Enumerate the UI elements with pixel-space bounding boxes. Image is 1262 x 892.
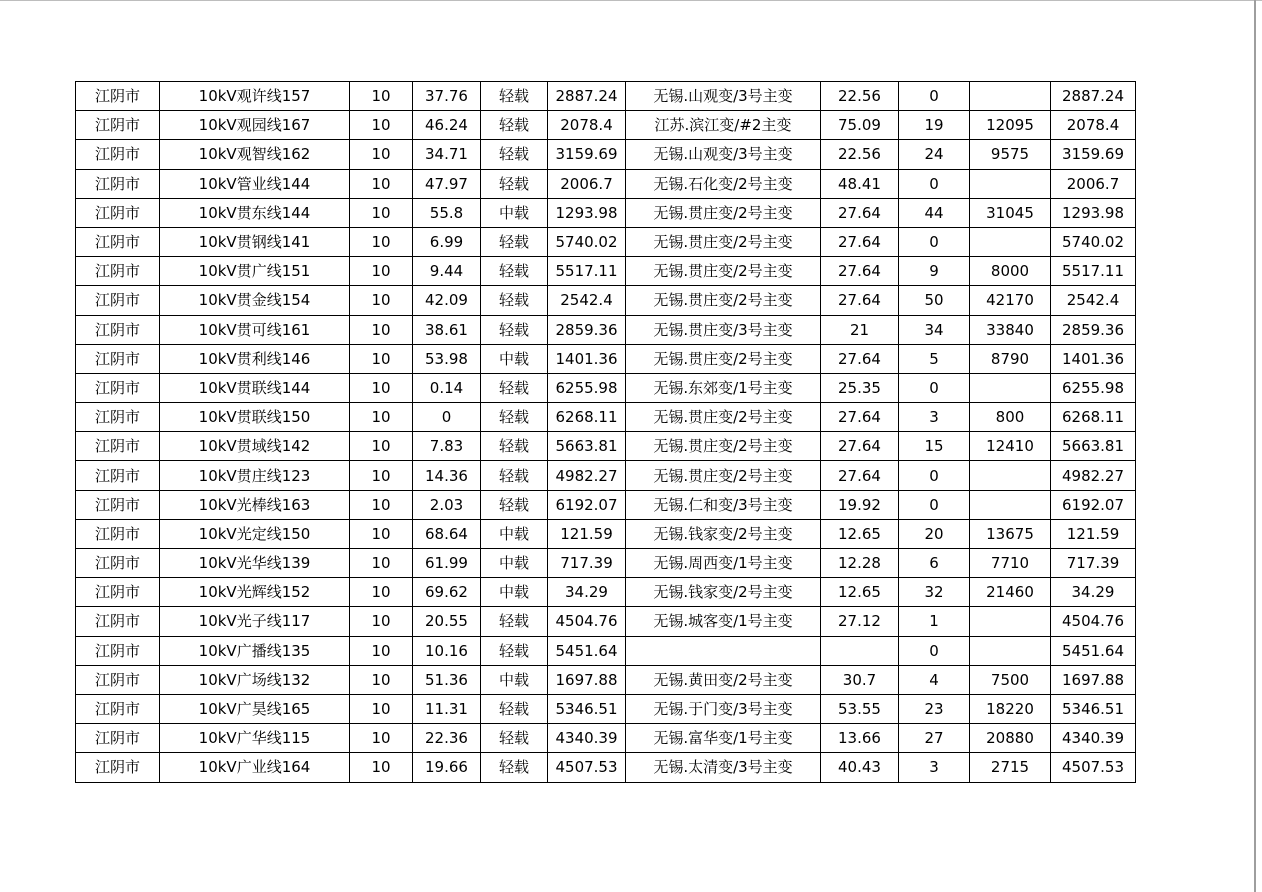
available-capacity-cell: 5517.11 — [1051, 257, 1136, 286]
city-cell: 江阴市 — [76, 724, 160, 753]
spare-capacity-cell: 1697.88 — [548, 665, 626, 694]
load-status-cell: 轻载 — [481, 490, 548, 519]
load-rate-cell: 19.66 — [413, 753, 481, 782]
table-row — [76, 140, 1136, 169]
capacity-kva-cell — [970, 373, 1051, 402]
transformer-load-rate-cell: 27.64 — [821, 198, 899, 227]
spare-capacity-cell: 3159.69 — [548, 140, 626, 169]
transformer-load-rate-cell — [821, 636, 899, 665]
table-row — [76, 724, 1136, 753]
user-count-cell: 3 — [899, 753, 970, 782]
capacity-kva-cell: 33840 — [970, 315, 1051, 344]
transformer-load-rate-cell: 22.56 — [821, 82, 899, 111]
capacity-kva-cell: 42170 — [970, 286, 1051, 315]
spare-capacity-cell: 1293.98 — [548, 198, 626, 227]
transformer-load-rate-cell: 27.64 — [821, 432, 899, 461]
voltage-cell: 10 — [350, 111, 413, 140]
available-capacity-cell: 5451.64 — [1051, 636, 1136, 665]
substation-transformer-cell: 无锡.贯庄变/2号主变 — [626, 286, 821, 315]
transformer-load-rate-cell: 53.55 — [821, 694, 899, 723]
table-row — [76, 111, 1136, 140]
transformer-load-rate-cell: 21 — [821, 315, 899, 344]
load-rate-cell: 46.24 — [413, 111, 481, 140]
user-count-cell: 5 — [899, 344, 970, 373]
available-capacity-cell: 717.39 — [1051, 549, 1136, 578]
substation-transformer-cell: 无锡.贯庄变/2号主变 — [626, 461, 821, 490]
table-row — [76, 636, 1136, 665]
available-capacity-cell: 5663.81 — [1051, 432, 1136, 461]
spare-capacity-cell: 5740.02 — [548, 227, 626, 256]
load-rate-cell: 55.8 — [413, 198, 481, 227]
transformer-load-rate-cell: 27.64 — [821, 286, 899, 315]
table-row — [76, 373, 1136, 402]
load-rate-cell: 38.61 — [413, 315, 481, 344]
transformer-load-rate-cell: 19.92 — [821, 490, 899, 519]
feeder-name-cell: 10kV光子线117 — [160, 607, 350, 636]
transformer-load-rate-cell: 27.64 — [821, 461, 899, 490]
city-cell: 江阴市 — [76, 636, 160, 665]
voltage-cell: 10 — [350, 286, 413, 315]
available-capacity-cell: 4982.27 — [1051, 461, 1136, 490]
feeder-name-cell: 10kV贯东线144 — [160, 198, 350, 227]
feeder-name-cell: 10kV贯联线144 — [160, 373, 350, 402]
transformer-load-rate-cell: 27.64 — [821, 257, 899, 286]
table-row — [76, 519, 1136, 548]
load-rate-cell: 69.62 — [413, 578, 481, 607]
load-status-cell: 中载 — [481, 549, 548, 578]
voltage-cell: 10 — [350, 549, 413, 578]
feeder-load-table — [75, 81, 1136, 783]
load-status-cell: 轻载 — [481, 315, 548, 344]
load-status-cell: 轻载 — [481, 82, 548, 111]
feeder-name-cell: 10kV贯广线151 — [160, 257, 350, 286]
feeder-name-cell: 10kV光棒线163 — [160, 490, 350, 519]
voltage-cell: 10 — [350, 724, 413, 753]
substation-transformer-cell: 无锡.贯庄变/3号主变 — [626, 315, 821, 344]
load-rate-cell: 47.97 — [413, 169, 481, 198]
voltage-cell: 10 — [350, 578, 413, 607]
spare-capacity-cell: 6268.11 — [548, 403, 626, 432]
voltage-cell: 10 — [350, 227, 413, 256]
substation-transformer-cell: 无锡.贯庄变/2号主变 — [626, 432, 821, 461]
load-status-cell: 轻载 — [481, 286, 548, 315]
spare-capacity-cell: 121.59 — [548, 519, 626, 548]
available-capacity-cell: 34.29 — [1051, 578, 1136, 607]
user-count-cell: 0 — [899, 169, 970, 198]
voltage-cell: 10 — [350, 665, 413, 694]
city-cell: 江阴市 — [76, 490, 160, 519]
load-rate-cell: 9.44 — [413, 257, 481, 286]
table-row — [76, 344, 1136, 373]
substation-transformer-cell: 无锡.贯庄变/2号主变 — [626, 227, 821, 256]
city-cell: 江阴市 — [76, 694, 160, 723]
city-cell: 江阴市 — [76, 607, 160, 636]
load-status-cell: 轻载 — [481, 257, 548, 286]
table-row — [76, 665, 1136, 694]
table-row — [76, 432, 1136, 461]
transformer-load-rate-cell: 13.66 — [821, 724, 899, 753]
substation-transformer-cell: 江苏.滨江变/#2主变 — [626, 111, 821, 140]
substation-transformer-cell: 无锡.富华变/1号主变 — [626, 724, 821, 753]
transformer-load-rate-cell: 27.64 — [821, 227, 899, 256]
load-status-cell: 中载 — [481, 578, 548, 607]
spare-capacity-cell: 2078.4 — [548, 111, 626, 140]
city-cell: 江阴市 — [76, 344, 160, 373]
load-rate-cell: 53.98 — [413, 344, 481, 373]
table-row — [76, 490, 1136, 519]
table-row — [76, 403, 1136, 432]
load-rate-cell: 42.09 — [413, 286, 481, 315]
feeder-name-cell: 10kV光华线139 — [160, 549, 350, 578]
capacity-kva-cell — [970, 490, 1051, 519]
spare-capacity-cell: 4340.39 — [548, 724, 626, 753]
load-rate-cell: 34.71 — [413, 140, 481, 169]
voltage-cell: 10 — [350, 403, 413, 432]
feeder-name-cell: 10kV贯庄线123 — [160, 461, 350, 490]
load-rate-cell: 14.36 — [413, 461, 481, 490]
feeder-name-cell: 10kV贯联线150 — [160, 403, 350, 432]
substation-transformer-cell: 无锡.于门变/3号主变 — [626, 694, 821, 723]
substation-transformer-cell: 无锡.山观变/3号主变 — [626, 140, 821, 169]
load-status-cell: 轻载 — [481, 694, 548, 723]
feeder-name-cell: 10kV广业线164 — [160, 753, 350, 782]
capacity-kva-cell — [970, 636, 1051, 665]
user-count-cell: 0 — [899, 82, 970, 111]
user-count-cell: 0 — [899, 461, 970, 490]
user-count-cell: 4 — [899, 665, 970, 694]
available-capacity-cell: 4340.39 — [1051, 724, 1136, 753]
load-status-cell: 轻载 — [481, 373, 548, 402]
voltage-cell: 10 — [350, 519, 413, 548]
load-rate-cell: 2.03 — [413, 490, 481, 519]
capacity-kva-cell: 8790 — [970, 344, 1051, 373]
table-row — [76, 286, 1136, 315]
load-status-cell: 中载 — [481, 665, 548, 694]
available-capacity-cell: 4507.53 — [1051, 753, 1136, 782]
voltage-cell: 10 — [350, 432, 413, 461]
user-count-cell: 0 — [899, 373, 970, 402]
capacity-kva-cell — [970, 169, 1051, 198]
table-row — [76, 607, 1136, 636]
feeder-name-cell: 10kV管业线144 — [160, 169, 350, 198]
page-right-border — [1254, 0, 1256, 892]
feeder-name-cell: 10kV贯域线142 — [160, 432, 350, 461]
page-top-border — [0, 0, 1262, 1]
transformer-load-rate-cell: 12.65 — [821, 578, 899, 607]
feeder-name-cell: 10kV光定线150 — [160, 519, 350, 548]
available-capacity-cell: 1401.36 — [1051, 344, 1136, 373]
table-row — [76, 694, 1136, 723]
city-cell: 江阴市 — [76, 373, 160, 402]
load-status-cell: 轻载 — [481, 140, 548, 169]
spare-capacity-cell: 1401.36 — [548, 344, 626, 373]
load-rate-cell: 0.14 — [413, 373, 481, 402]
city-cell: 江阴市 — [76, 461, 160, 490]
load-status-cell: 中载 — [481, 198, 548, 227]
voltage-cell: 10 — [350, 607, 413, 636]
available-capacity-cell: 2006.7 — [1051, 169, 1136, 198]
substation-transformer-cell: 无锡.太清变/3号主变 — [626, 753, 821, 782]
feeder-name-cell: 10kV贯利线146 — [160, 344, 350, 373]
table-row — [76, 578, 1136, 607]
load-status-cell: 轻载 — [481, 111, 548, 140]
load-status-cell: 轻载 — [481, 753, 548, 782]
voltage-cell: 10 — [350, 344, 413, 373]
table-row — [76, 257, 1136, 286]
voltage-cell: 10 — [350, 169, 413, 198]
available-capacity-cell: 1697.88 — [1051, 665, 1136, 694]
user-count-cell: 23 — [899, 694, 970, 723]
spare-capacity-cell: 4507.53 — [548, 753, 626, 782]
table-row — [76, 227, 1136, 256]
capacity-kva-cell: 12410 — [970, 432, 1051, 461]
feeder-name-cell: 10kV广华线115 — [160, 724, 350, 753]
voltage-cell: 10 — [350, 490, 413, 519]
spare-capacity-cell: 5663.81 — [548, 432, 626, 461]
city-cell: 江阴市 — [76, 286, 160, 315]
spare-capacity-cell: 717.39 — [548, 549, 626, 578]
voltage-cell: 10 — [350, 636, 413, 665]
user-count-cell: 0 — [899, 636, 970, 665]
available-capacity-cell: 6268.11 — [1051, 403, 1136, 432]
load-status-cell: 轻载 — [481, 461, 548, 490]
city-cell: 江阴市 — [76, 549, 160, 578]
load-rate-cell: 10.16 — [413, 636, 481, 665]
city-cell: 江阴市 — [76, 519, 160, 548]
user-count-cell: 44 — [899, 198, 970, 227]
spare-capacity-cell: 4982.27 — [548, 461, 626, 490]
load-rate-cell: 0 — [413, 403, 481, 432]
user-count-cell: 1 — [899, 607, 970, 636]
load-rate-cell: 20.55 — [413, 607, 481, 636]
load-status-cell: 轻载 — [481, 724, 548, 753]
capacity-kva-cell: 7500 — [970, 665, 1051, 694]
capacity-kva-cell: 31045 — [970, 198, 1051, 227]
substation-transformer-cell: 无锡.石化变/2号主变 — [626, 169, 821, 198]
load-status-cell: 轻载 — [481, 636, 548, 665]
substation-transformer-cell: 无锡.钱家变/2号主变 — [626, 519, 821, 548]
load-rate-cell: 51.36 — [413, 665, 481, 694]
substation-transformer-cell: 无锡.周西变/1号主变 — [626, 549, 821, 578]
substation-transformer-cell: 无锡.城客变/1号主变 — [626, 607, 821, 636]
load-rate-cell: 68.64 — [413, 519, 481, 548]
load-rate-cell: 11.31 — [413, 694, 481, 723]
available-capacity-cell: 6255.98 — [1051, 373, 1136, 402]
feeder-name-cell: 10kV贯可线161 — [160, 315, 350, 344]
city-cell: 江阴市 — [76, 432, 160, 461]
voltage-cell: 10 — [350, 198, 413, 227]
available-capacity-cell: 2887.24 — [1051, 82, 1136, 111]
transformer-load-rate-cell: 75.09 — [821, 111, 899, 140]
table-row — [76, 169, 1136, 198]
table-row — [76, 461, 1136, 490]
user-count-cell: 15 — [899, 432, 970, 461]
city-cell: 江阴市 — [76, 753, 160, 782]
spare-capacity-cell: 4504.76 — [548, 607, 626, 636]
city-cell: 江阴市 — [76, 169, 160, 198]
capacity-kva-cell: 20880 — [970, 724, 1051, 753]
feeder-name-cell: 10kV贯金线154 — [160, 286, 350, 315]
user-count-cell: 24 — [899, 140, 970, 169]
substation-transformer-cell: 无锡.贯庄变/2号主变 — [626, 257, 821, 286]
load-status-cell: 轻载 — [481, 432, 548, 461]
available-capacity-cell: 2542.4 — [1051, 286, 1136, 315]
spare-capacity-cell: 2887.24 — [548, 82, 626, 111]
feeder-name-cell: 10kV贯钢线141 — [160, 227, 350, 256]
load-status-cell: 轻载 — [481, 227, 548, 256]
load-status-cell: 轻载 — [481, 169, 548, 198]
user-count-cell: 0 — [899, 490, 970, 519]
city-cell: 江阴市 — [76, 578, 160, 607]
user-count-cell: 20 — [899, 519, 970, 548]
load-status-cell: 中载 — [481, 519, 548, 548]
substation-transformer-cell: 无锡.黄田变/2号主变 — [626, 665, 821, 694]
capacity-kva-cell — [970, 82, 1051, 111]
user-count-cell: 19 — [899, 111, 970, 140]
available-capacity-cell: 2859.36 — [1051, 315, 1136, 344]
available-capacity-cell: 1293.98 — [1051, 198, 1136, 227]
capacity-kva-cell — [970, 461, 1051, 490]
capacity-kva-cell: 7710 — [970, 549, 1051, 578]
available-capacity-cell: 2078.4 — [1051, 111, 1136, 140]
spare-capacity-cell: 5451.64 — [548, 636, 626, 665]
city-cell: 江阴市 — [76, 403, 160, 432]
capacity-kva-cell: 21460 — [970, 578, 1051, 607]
city-cell: 江阴市 — [76, 315, 160, 344]
available-capacity-cell: 4504.76 — [1051, 607, 1136, 636]
capacity-kva-cell: 18220 — [970, 694, 1051, 723]
load-rate-cell: 37.76 — [413, 82, 481, 111]
available-capacity-cell: 121.59 — [1051, 519, 1136, 548]
table-row — [76, 549, 1136, 578]
spare-capacity-cell: 6255.98 — [548, 373, 626, 402]
voltage-cell: 10 — [350, 753, 413, 782]
spare-capacity-cell: 2859.36 — [548, 315, 626, 344]
city-cell: 江阴市 — [76, 198, 160, 227]
load-rate-cell: 6.99 — [413, 227, 481, 256]
capacity-kva-cell: 800 — [970, 403, 1051, 432]
voltage-cell: 10 — [350, 315, 413, 344]
capacity-kva-cell: 9575 — [970, 140, 1051, 169]
load-status-cell: 轻载 — [481, 403, 548, 432]
transformer-load-rate-cell: 22.56 — [821, 140, 899, 169]
transformer-load-rate-cell: 27.64 — [821, 344, 899, 373]
load-rate-cell: 7.83 — [413, 432, 481, 461]
table-row — [76, 753, 1136, 782]
spare-capacity-cell: 5346.51 — [548, 694, 626, 723]
load-rate-cell: 22.36 — [413, 724, 481, 753]
voltage-cell: 10 — [350, 257, 413, 286]
transformer-load-rate-cell: 27.12 — [821, 607, 899, 636]
available-capacity-cell: 6192.07 — [1051, 490, 1136, 519]
city-cell: 江阴市 — [76, 111, 160, 140]
city-cell: 江阴市 — [76, 82, 160, 111]
spare-capacity-cell: 6192.07 — [548, 490, 626, 519]
capacity-kva-cell: 13675 — [970, 519, 1051, 548]
available-capacity-cell: 3159.69 — [1051, 140, 1136, 169]
feeder-name-cell: 10kV观许线157 — [160, 82, 350, 111]
feeder-name-cell: 10kV观园线167 — [160, 111, 350, 140]
spare-capacity-cell: 34.29 — [548, 578, 626, 607]
transformer-load-rate-cell: 30.7 — [821, 665, 899, 694]
voltage-cell: 10 — [350, 373, 413, 402]
capacity-kva-cell: 12095 — [970, 111, 1051, 140]
substation-transformer-cell: 无锡.贯庄变/2号主变 — [626, 403, 821, 432]
spare-capacity-cell: 2542.4 — [548, 286, 626, 315]
load-status-cell: 轻载 — [481, 607, 548, 636]
load-status-cell: 中载 — [481, 344, 548, 373]
substation-transformer-cell: 无锡.东郊变/1号主变 — [626, 373, 821, 402]
capacity-kva-cell: 2715 — [970, 753, 1051, 782]
user-count-cell: 34 — [899, 315, 970, 344]
city-cell: 江阴市 — [76, 227, 160, 256]
user-count-cell: 27 — [899, 724, 970, 753]
voltage-cell: 10 — [350, 82, 413, 111]
substation-transformer-cell — [626, 636, 821, 665]
table-row — [76, 315, 1136, 344]
voltage-cell: 10 — [350, 461, 413, 490]
capacity-kva-cell — [970, 227, 1051, 256]
substation-transformer-cell: 无锡.山观变/3号主变 — [626, 82, 821, 111]
table-row — [76, 198, 1136, 227]
transformer-load-rate-cell: 27.64 — [821, 403, 899, 432]
available-capacity-cell: 5346.51 — [1051, 694, 1136, 723]
feeder-name-cell: 10kV观智线162 — [160, 140, 350, 169]
table-row — [76, 82, 1136, 111]
transformer-load-rate-cell: 12.65 — [821, 519, 899, 548]
feeder-name-cell: 10kV光辉线152 — [160, 578, 350, 607]
user-count-cell: 50 — [899, 286, 970, 315]
capacity-kva-cell: 8000 — [970, 257, 1051, 286]
substation-transformer-cell: 无锡.钱家变/2号主变 — [626, 578, 821, 607]
transformer-load-rate-cell: 12.28 — [821, 549, 899, 578]
spare-capacity-cell: 2006.7 — [548, 169, 626, 198]
substation-transformer-cell: 无锡.贯庄变/2号主变 — [626, 344, 821, 373]
user-count-cell: 6 — [899, 549, 970, 578]
city-cell: 江阴市 — [76, 665, 160, 694]
voltage-cell: 10 — [350, 140, 413, 169]
city-cell: 江阴市 — [76, 140, 160, 169]
substation-transformer-cell: 无锡.仁和变/3号主变 — [626, 490, 821, 519]
substation-transformer-cell: 无锡.贯庄变/2号主变 — [626, 198, 821, 227]
user-count-cell: 3 — [899, 403, 970, 432]
transformer-load-rate-cell: 25.35 — [821, 373, 899, 402]
user-count-cell: 9 — [899, 257, 970, 286]
capacity-kva-cell — [970, 607, 1051, 636]
feeder-name-cell: 10kV广场线132 — [160, 665, 350, 694]
available-capacity-cell: 5740.02 — [1051, 227, 1136, 256]
user-count-cell: 0 — [899, 227, 970, 256]
feeder-name-cell: 10kV广昊线165 — [160, 694, 350, 723]
user-count-cell: 32 — [899, 578, 970, 607]
transformer-load-rate-cell: 48.41 — [821, 169, 899, 198]
city-cell: 江阴市 — [76, 257, 160, 286]
feeder-name-cell: 10kV广播线135 — [160, 636, 350, 665]
voltage-cell: 10 — [350, 694, 413, 723]
table-body — [76, 82, 1136, 783]
transformer-load-rate-cell: 40.43 — [821, 753, 899, 782]
spare-capacity-cell: 5517.11 — [548, 257, 626, 286]
load-rate-cell: 61.99 — [413, 549, 481, 578]
